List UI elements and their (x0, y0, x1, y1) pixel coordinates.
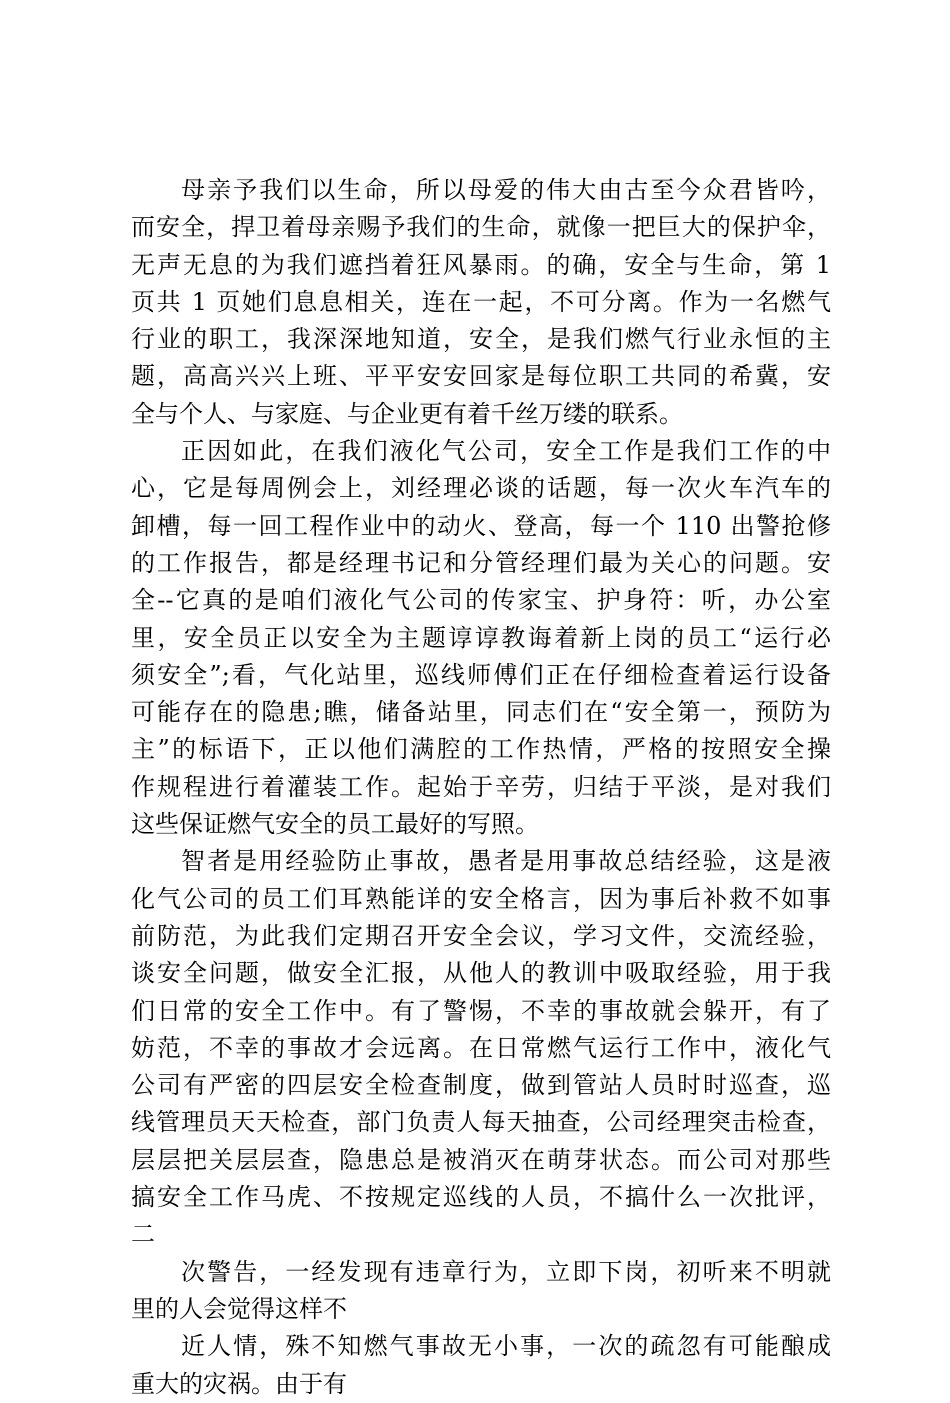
text-line: 行业的职工，我深深地知道，安全，是我们燃气行业永恒的主 (131, 325, 831, 354)
text-line: 卸槽，每一回工程作业中的动火、登高，每一个 110 出警抢修 (131, 511, 831, 540)
text-line: 的工作报告，都是经理书记和分管经理们最为关心的问题。安 (131, 548, 831, 577)
document-body (131, 172, 831, 1403)
text-line: 线管理员天天检查，部门负责人每天抽查，公司经理突击检查， (131, 1108, 831, 1137)
text-line: 次警告，一经发现有违章行为，立即下岗，初听来不明就 (181, 1257, 831, 1286)
paragraph-3 (131, 843, 831, 1253)
text-line: 心，它是每周例会上，刘经理必谈的话题，每一次火车汽车的 (131, 474, 831, 503)
text-line: 前防范，为此我们定期召开安全会议，学习文件，交流经验， (131, 921, 831, 950)
text-line: 层层把关层层查，隐患总是被消灭在萌芽状态。而公司对那些 (131, 1145, 831, 1174)
text-line: 无声无息的为我们遮挡着狂风暴雨。的确，安全与生命，第 1 (131, 250, 831, 279)
text-line: 作规程进行着灌装工作。起始于辛劳，归结于平淡，是对我们 (131, 772, 831, 801)
text-line: 二 (131, 1220, 155, 1249)
text-line: 而安全，捍卫着母亲赐予我们的生命，就像一把巨大的保护伞， (131, 213, 831, 242)
text-line: 智者是用经验防止事故，愚者是用事故总结经验，这是液 (181, 847, 831, 876)
text-line: 公司有严密的四层安全检查制度，做到管站人员时时巡查，巡 (131, 1071, 831, 1100)
text-line: 们日常的安全工作中。有了警惕，不幸的事故就会躲开，有了 (131, 996, 831, 1025)
text-line: 页共 1 页她们息息相关，连在一起，不可分离。作为一名燃气 (131, 287, 831, 316)
text-line: 主”的标语下，正以他们满腔的工作热情，严格的按照安全操 (131, 735, 831, 764)
text-line: 重大的灾祸。由于有 (131, 1369, 347, 1398)
text-line: 须安全”;看，气化站里，巡线师傅们正在仔细检查着运行设备 (131, 660, 831, 689)
paragraph-5 (131, 1328, 831, 1403)
text-line: 全与个人、与家庭、与企业更有着千丝万缕的联系。 (131, 399, 683, 428)
text-line: 这些保证燃气安全的员工最好的写照。 (131, 810, 539, 839)
text-line: 搞安全工作马虎、不按规定巡线的人员，不搞什么一次批评， (131, 1183, 831, 1212)
paragraph-4 (131, 1254, 831, 1329)
text-line: 里，安全员正以安全为主题谆谆教诲着新上岗的员工“运行必 (131, 623, 831, 652)
text-line: 近人情，殊不知燃气事故无小事，一次的疏忽有可能酿成 (181, 1332, 831, 1361)
text-line: 谈安全问题，做安全汇报，从他人的教训中吸取经验，用于我 (131, 959, 831, 988)
paragraph-2 (131, 433, 831, 843)
text-line: 妨范，不幸的事故才会远离。在日常燃气运行工作中，液化气 (131, 1033, 831, 1062)
text-line: 可能存在的隐患;瞧，储备站里，同志们在“安全第一，预防为 (131, 698, 831, 727)
text-line: 全--它真的是咱们液化气公司的传家宝、护身符：听，办公室 (131, 586, 831, 615)
text-line: 正因如此，在我们液化气公司，安全工作是我们工作的中 (181, 437, 831, 466)
paragraph-1 (131, 172, 831, 433)
text-line: 里的人会觉得这样不 (131, 1294, 347, 1323)
text-line: 母亲予我们以生命，所以母爱的伟大由古至今众君皆吟， (181, 176, 831, 204)
text-line: 题，高高兴兴上班、平平安安回家是每位职工共同的希冀，安 (131, 362, 831, 391)
text-line: 化气公司的员工们耳熟能详的安全格言，因为事后补救不如事 (131, 884, 831, 913)
